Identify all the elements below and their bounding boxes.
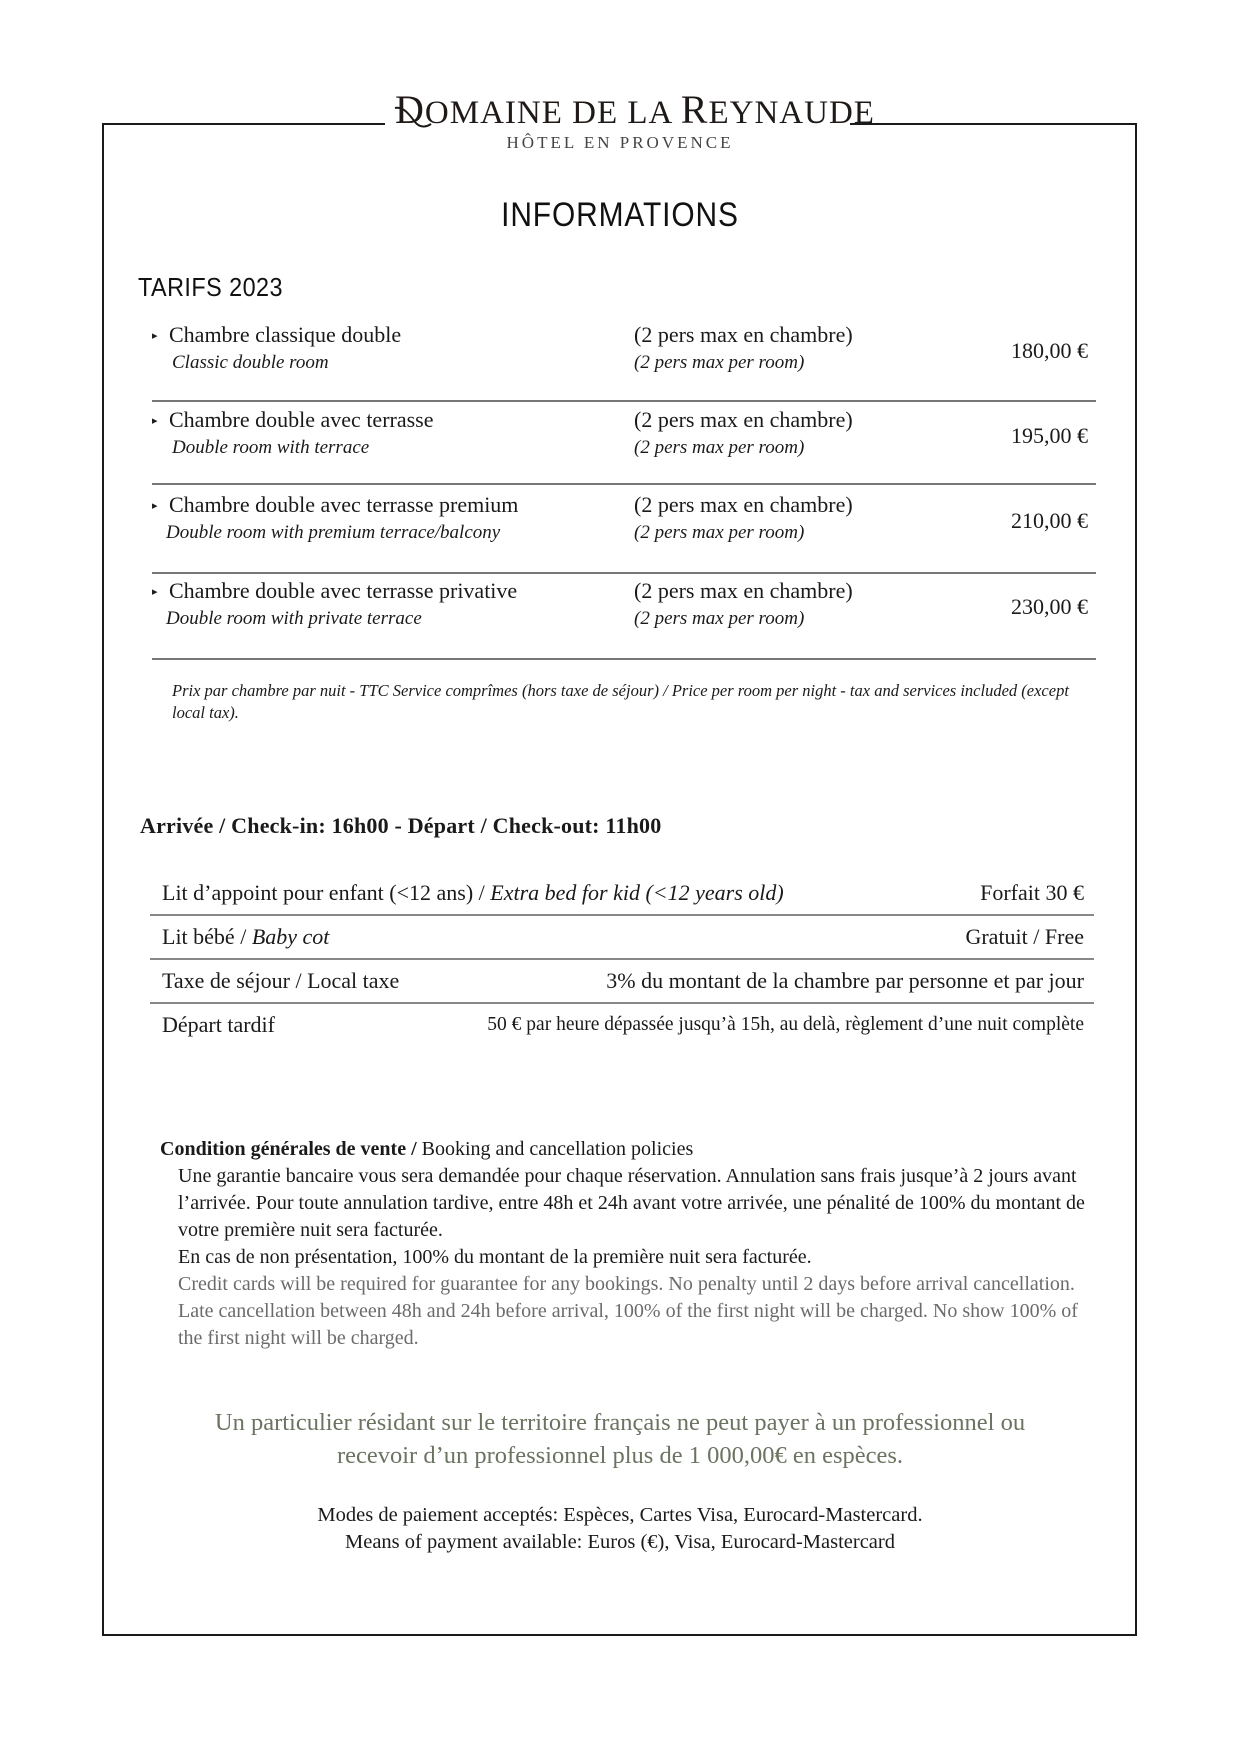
room-name-fr: Chambre classique double — [169, 322, 402, 347]
policies-en-paragraph: Credit cards will be required for guarantee for any bookings. No penalty until 2 days before arrival cancellation. Late cancellation between 48h and 24h before arrival, 100% of the first night will be charged. No show 100% of the first night will be charged. — [178, 1273, 1078, 1349]
room-capacity-en: (2 pers max per room) — [634, 522, 805, 543]
extra-value: Forfait 30 € — [980, 880, 1084, 905]
booking-policies — [160, 1138, 1100, 1352]
logo-subtitle: HÔTEL EN PROVENCE — [506, 133, 734, 152]
room-capacity-en: (2 pers max per room) — [634, 352, 805, 373]
room-name-en: Double room with premium terrace/balcony — [166, 522, 501, 543]
room-name-en: Double room with private terrace — [166, 608, 422, 629]
room-price: 195,00 € — [1011, 423, 1088, 448]
extra-label-en: Baby cot — [251, 924, 330, 949]
logo-hotel-name: DOMAINE DE LA REYNAUDE — [395, 87, 875, 132]
room-capacity-fr: (2 pers max en chambre) — [634, 578, 853, 603]
room-name-fr: Chambre double avec terrasse privative — [169, 578, 518, 603]
policies-body — [178, 1163, 1100, 1352]
bullet-icon: ▸ — [152, 500, 158, 512]
room-price: 230,00 € — [1011, 594, 1088, 619]
extra-row-local-tax — [150, 960, 1094, 1004]
policies-heading: Condition générales de vente / Booking and cancellation policies — [160, 1138, 694, 1160]
room-rate-row — [152, 578, 1096, 660]
logo-swash-icon — [393, 100, 433, 130]
extra-label-fr: Taxe de séjour / Local taxe — [162, 968, 400, 993]
bullet-icon: ▸ — [152, 415, 158, 427]
extra-row-late-checkout — [150, 1004, 1094, 1048]
extra-label-fr: Lit bébé / — [162, 924, 252, 949]
page-title: INFORMATIONS — [501, 196, 739, 234]
extra-value: Gratuit / Free — [965, 924, 1084, 949]
extra-label-en: Extra bed for kid (<12 years old) — [490, 880, 784, 905]
payment-methods — [0, 1502, 1240, 1556]
room-rate-row — [152, 322, 1096, 402]
room-name-fr: Chambre double avec terrasse premium — [169, 492, 519, 517]
extra-value: 50 € par heure dépassée jusqu’à 15h, au delà, règlement d’une nuit complète — [487, 1014, 1084, 1035]
checkin-checkout-times: Arrivée / Check-in: 16h00 - Départ / Check-out: 11h00 — [140, 813, 662, 838]
hotel-logo — [395, 87, 875, 153]
room-name-fr: Chambre double avec terrasse — [169, 407, 434, 432]
payment-methods-fr: Modes de paiement acceptés: Espèces, Cartes Visa, Eurocard-Mastercard. — [317, 1504, 923, 1526]
room-capacity-en: (2 pers max per room) — [634, 437, 805, 458]
room-capacity-fr: (2 pers max en chambre) — [634, 492, 853, 517]
extra-label-fr: Lit d’appoint pour enfant (<12 ans) / — [162, 880, 491, 905]
room-name-en: Classic double room — [172, 352, 329, 373]
price-note: Prix par chambre par nuit - TTC Service comprîmes (hors taxe de séjour) / Price per room per night - tax and services included (except local tax). — [172, 681, 1069, 722]
room-rate-row — [152, 492, 1096, 574]
bullet-icon: ▸ — [152, 330, 158, 342]
room-capacity-fr: (2 pers max en chambre) — [634, 322, 853, 347]
extra-label-fr: Départ tardif — [162, 1012, 275, 1037]
extra-row-extra-bed — [150, 872, 1094, 916]
policies-fr-no-show: En cas de non présentation, 100% du montant de la première nuit sera facturée. — [178, 1246, 812, 1268]
extra-value: 3% du montant de la chambre par personne et par jour — [606, 968, 1084, 993]
room-price: 180,00 € — [1011, 338, 1088, 363]
room-rate-row — [152, 407, 1096, 485]
extra-row-baby-cot — [150, 916, 1094, 960]
payment-methods-en: Means of payment available: Euros (€), Visa, Eurocard-Mastercard — [345, 1531, 895, 1553]
extras-table — [150, 872, 1094, 1048]
room-capacity-fr: (2 pers max en chambre) — [634, 407, 853, 432]
bullet-icon: ▸ — [152, 586, 158, 598]
cash-payment-legal-notice: Un particulier résidant sur le territoire français ne peut payer à un professionnel ou recevoir d’un professionnel plus de 1 000,00€ en espèces. — [214, 1409, 1026, 1469]
policies-fr-paragraph: Une garantie bancaire vous sera demandée pour chaque réservation. Annulation sans frais jusque’à 2 jours avant l’arrivée. Pour toute annulation tardive, entre 48h et 24h avant votre arrivée, une pénalité de 100% du montant de votre première nuit sera facturée. — [178, 1165, 1085, 1241]
room-price: 210,00 € — [1011, 508, 1088, 533]
room-capacity-en: (2 pers max per room) — [634, 608, 805, 629]
tarifs-heading: TARIFS 2023 — [138, 272, 283, 302]
room-name-en: Double room with terrace — [172, 437, 370, 458]
